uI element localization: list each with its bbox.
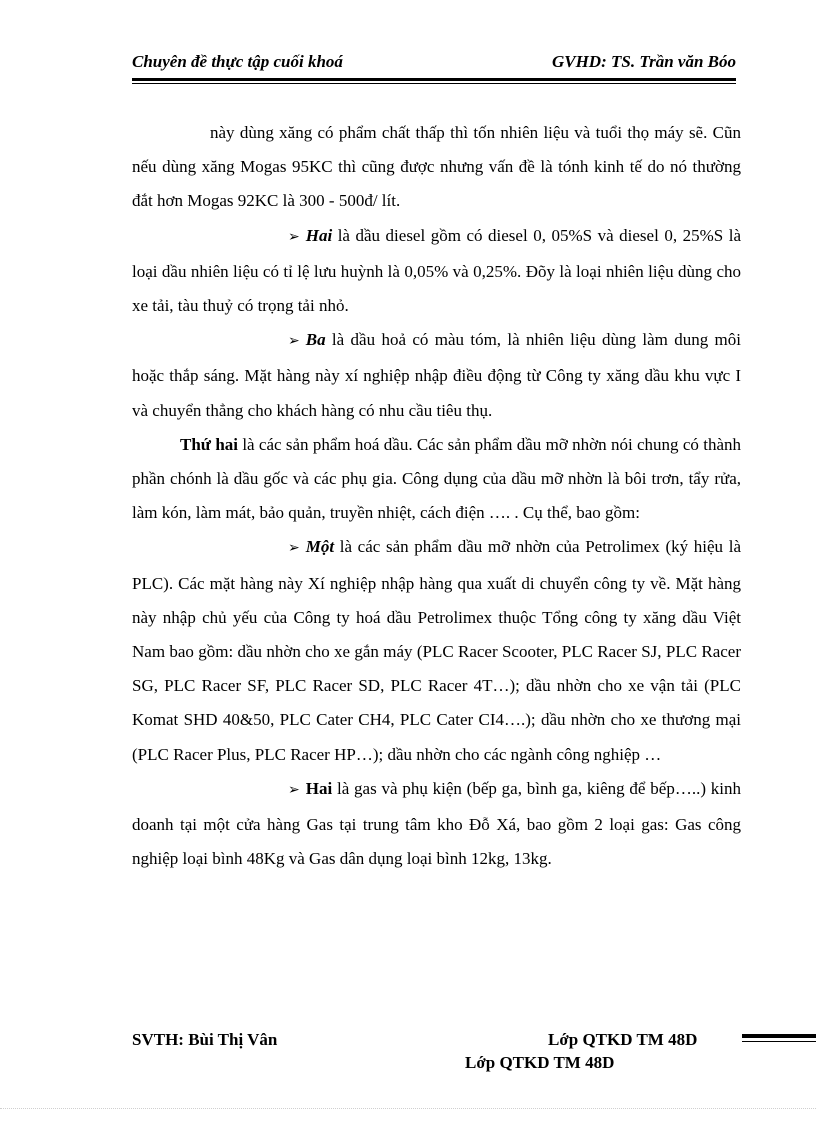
page-bottom-border — [0, 1108, 816, 1109]
paragraph-5-lead: Một — [305, 537, 335, 557]
paragraph-6 — [132, 772, 741, 877]
paragraph-3 — [132, 323, 741, 428]
paragraph-6-lead: Hai — [305, 778, 333, 798]
bullet-arrow-icon: ➢ — [288, 541, 300, 557]
footer-student: SVTH: Bùi Thị Vân — [132, 1030, 278, 1049]
bullet-arrow-icon: ➢ — [288, 782, 300, 798]
paragraph-2-text: là dầu diesel gồm có diesel 0, 05%S và diesel 0, 25%S là loại dầu nhiên liệu có tỉ lệ lưu huỳnh là 0,05% và 0,25%. Đõy là loại nhiên liệu dùng cho xe tải, tàu thuỷ có trọng tải nhỏ. — [132, 225, 741, 316]
document-body — [132, 116, 741, 876]
header-rule-thin — [132, 83, 736, 84]
footer-rule — [742, 1034, 816, 1042]
paragraph-2-lead: Hai — [305, 225, 333, 245]
paragraph-4-text: là các sản phẩm hoá dầu. Các sản phẩm dầu mỡ nhờn nói chung có thành phần chónh là dầu gốc và các phụ gia. Công dụng của dầu mỡ nhờn là bôi trơn, tẩy rửa, làm kón, làm mát, bảo quản, truyền nhiệt, cách điện …. . Cụ thể, bao gồm: — [132, 434, 741, 523]
page-header — [132, 52, 736, 76]
header-document-title: Chuyên đề thực tập cuối khoá — [132, 52, 343, 71]
paragraph-3-lead: Ba — [305, 330, 326, 350]
paragraph-6-text: là gas và phụ kiện (bếp ga, bình ga, kiêng để bếp…..) kinh doanh tại một cửa hàng Gas tại trung tâm kho Đỗ Xá, bao gồm 2 loại gas: Gas công nghiệp loại bình 48Kg và Gas dân dụng loại bình 12kg, 13kg. — [132, 778, 741, 869]
bullet-arrow-icon: ➢ — [288, 229, 300, 245]
footer-class-repeat: Lớp QTKD TM 48D — [465, 1053, 615, 1072]
paragraph-2 — [132, 219, 741, 324]
header-supervisor: GVHD: TS. Trần văn Bóo — [551, 52, 736, 71]
paragraph-4-lead: Thứ hai — [180, 434, 238, 454]
paragraph-1: này dùng xăng có phẩm chất thấp thì tốn nhiên liệu và tuổi thọ máy sẽ. Cũn nếu dùng xăng Mogas 95KC thì cũng được nhưng vấn đề là tónh kinh tế do nó thường đắt hơn Mogas 92KC là 300 - 500đ/ lít. — [132, 123, 741, 211]
paragraph-4 — [132, 428, 741, 531]
paragraph-3-text: là dầu hoả có màu tóm, là nhiên liệu dùng làm dung môi hoặc thắp sáng. Mặt hàng này xí nghiệp nhập điều động từ Công ty xăng dầu khu vực I và chuyển thẳng cho khách hàng có nhu cầu tiêu thụ. — [132, 330, 741, 420]
footer-class: Lớp QTKD TM 48D — [548, 1030, 698, 1049]
bullet-arrow-icon: ➢ — [288, 334, 300, 350]
paragraph-5 — [132, 530, 741, 771]
paragraph-5-text: là các sản phẩm dầu mỡ nhờn của Petrolimex (ký hiệu là PLC). Các mặt hàng này Xí nghiệp nhập hàng qua xuất di chuyển công ty về. Mặt hàng này nhập chủ yếu của Công ty hoá dầu Petrolimex thuộc Tổng công ty xăng dầu Việt Nam bao gồm: dầu nhờn cho xe gắn máy (PLC Racer Scooter, PLC Racer SJ, PLC Racer SG, PLC Racer SF, PLC Racer SD, PLC Racer 4T…); dầu nhờn cho xe vận tải (PLC Komat SHD 40&50, PLC Cater CH4, PLC Cater CI4….); dầu nhờn cho xe thương mại (PLC Racer Plus, PLC Racer HP…); dầu nhờn cho các ngành công nghiệp … — [132, 537, 741, 764]
header-rule-thick — [132, 78, 736, 81]
